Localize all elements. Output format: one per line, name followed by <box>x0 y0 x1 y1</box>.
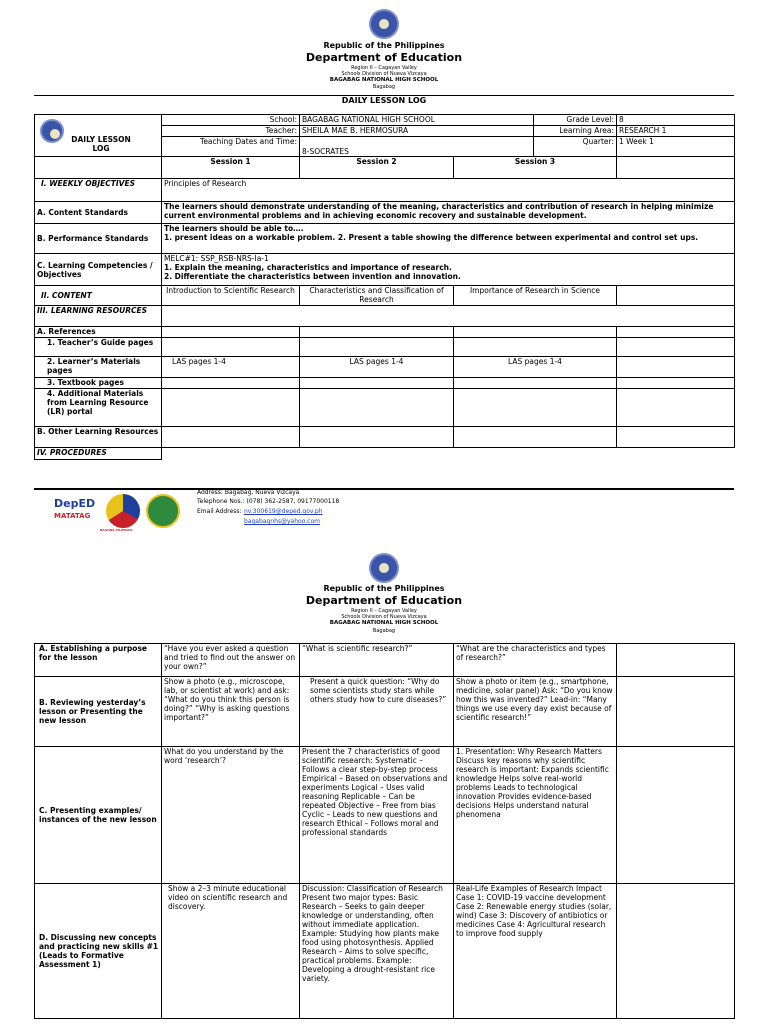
session-1-header: Session 1 <box>162 157 300 179</box>
procedures-label: IV. PROCEDURES <box>35 448 162 460</box>
competencies-objective-1: 1. Explain the meaning, characteristics and importance of research. <box>164 263 452 272</box>
performance-line-2: 1. present ideas on a workable problem. 2. Present a table showing the difference between experimental and control set ups. <box>164 233 699 242</box>
region-line-2: Region II – Cagayan Valley <box>351 608 417 614</box>
other-resources-label: B. Other Learning Resources <box>35 427 162 448</box>
reviewing-session-1: Show a photo (e.g., microscope, lab, or scientist at work) and ask: “What do you think this person is doing?” “Why is asking questions important?” <box>162 677 300 747</box>
content-label: II. CONTENT <box>35 286 162 306</box>
textbook-label: 3. Textbook pages <box>35 378 162 389</box>
deped-seal-icon <box>40 119 64 143</box>
content-standards-label: A. Content Standards <box>35 202 162 224</box>
content-standards-value: The learners should demonstrate understanding of the meaning, characteristics and contribution of research in helping minimize current environmental problems and in achieving economic recovery and sustainable development. <box>162 202 735 224</box>
deped-seal-icon <box>369 9 399 39</box>
additional-materials-label: 4. Additional Materials from Learning Resource (LR) portal <box>35 389 162 427</box>
competencies-code: MELC#1: SSP_RSB-NRS-Ia-1 <box>164 254 269 263</box>
competencies-value <box>162 254 735 286</box>
quarter-label: Quarter: <box>534 137 617 157</box>
department-header-2: Department of Education <box>305 594 463 607</box>
purpose-session-1: “Have you ever asked a question and tried to find out the answer on your own?” <box>162 644 300 677</box>
session-2-header: Session 2 <box>300 157 454 179</box>
reviewing-session-2: Present a quick question: “Why do some scientists study stars while others study how to cure diseases?” <box>300 677 454 747</box>
town-line: Bagabag <box>372 84 396 90</box>
reviewing-session-3: Show a photo or item (e.g., smartphone, medicine, solar panel) Ask: “Do you know how this was invented?” Lead-in: “Many things we use every day exist because of scientific research!” <box>454 677 617 747</box>
deped-seal-icon <box>369 553 399 583</box>
purpose-session-3: “What are the characteristics and types of research?” <box>454 644 617 677</box>
town-line-2: Bagabag <box>372 628 396 634</box>
deped-logo: DepED <box>54 497 96 510</box>
content-session-3: Importance of Research in Science <box>454 286 617 306</box>
presenting-session-2: Present the 7 characteristics of good scientific research: Systematic – Follows a clear step-by-step process Empirical – Based on observations and experiments Logical – Uses valid reasoning Replicable – Can be repeated Objective – Free from bias Cyclic – Leads to new questions and research Ethical – Follows moral and professional standards <box>300 747 454 884</box>
discussing-session-1: Show a 2–3 minute educational video on scientific research and discovery. <box>162 884 300 1019</box>
performance-line-1: The learners should be able to…. <box>164 224 304 233</box>
daily-lesson-log-label: DAILY LESSON LOG <box>71 135 131 153</box>
teacher-value: SHEILA MAE B. HERMOSURA <box>300 126 534 137</box>
references-label: A. References <box>35 327 162 338</box>
school-label: School: <box>162 115 300 126</box>
competencies-objective-2: 2. Differentiate the characteristics between invention and innovation. <box>164 272 461 281</box>
presenting-session-3: 1. Presentation: Why Research Matters Discuss key reasons why scientific research is important: Expands scientific knowledge Helps solve real-world problems Leads to technological innovation Provides evidence-based decisions Helps understand natural phenomena <box>454 747 617 884</box>
grade-value: 8 <box>617 115 735 126</box>
logo-cell <box>35 115 162 157</box>
quarter-value: 1 Week 1 <box>617 137 735 157</box>
footer-address: Address: Bagabag, Nueva Vizcaya <box>197 489 300 496</box>
division-line: Schools Division of Nueva Vizcaya <box>341 71 427 77</box>
performance-standards-label: B. Performance Standards <box>35 224 162 254</box>
purpose-session-2: “What is scientific research?” <box>300 644 454 677</box>
division-line-2: Schools Division of Nueva Vizcaya <box>341 614 427 620</box>
performance-standards-value <box>162 224 735 254</box>
teachers-guide-label: 1. Teacher’s Guide pages <box>35 338 162 357</box>
weekly-objectives-value: Principles of Research <box>162 179 735 202</box>
dates-value: 8-SOCRATES <box>300 137 534 157</box>
school-line: BAGABAG NATIONAL HIGH SCHOOL <box>329 77 439 83</box>
learners-materials-label: 2. Learner’s Materials pages <box>35 357 162 378</box>
learning-resources-label: III. LEARNING RESOURCES <box>35 306 162 327</box>
footer-email-label: Email Address: <box>197 508 242 515</box>
materials-session-1: LAS pages 1-4 <box>162 357 300 378</box>
area-value: RESEARCH 1 <box>617 126 735 137</box>
region-line: Region II – Cagayan Valley <box>351 65 417 71</box>
competencies-label: C. Learning Competencies / Objectives <box>35 254 162 286</box>
materials-session-3: LAS pages 1-4 <box>454 357 617 378</box>
department-header: Department of Education <box>305 51 463 64</box>
materials-session-2: LAS pages 1-4 <box>300 357 454 378</box>
footer-telephone: Telephone Nos.: (078) 362-2587, 09177000118 <box>197 498 340 505</box>
footer-email-1[interactable]: nv.300619@deped.gov.ph <box>244 508 323 515</box>
footer-email-2[interactable]: bagabagnhs@yahoo.com <box>244 518 320 525</box>
reviewing-label: B. Reviewing yesterday’s lesson or Presenting the new lesson <box>35 677 162 747</box>
presenting-session-1: What do you understand by the word ‘research’? <box>162 747 300 884</box>
bagong-pilipinas-icon <box>106 494 140 528</box>
discussing-session-2: Discussion: Classification of Research Present two major types: Basic Research – Seeks to gain deeper knowledge or understanding, often without immediate application. Example: Studying how plants make food using photosynthesis. Applied Research – Aims to solve specific, practical problems. Example: Developing a drought-resistant rice variety. <box>300 884 454 1019</box>
school-value: BAGABAG NATIONAL HIGH SCHOOL <box>300 115 534 126</box>
discussing-label: D. Discussing new concepts and practicing new skills #1 (Leads to Formative Assessment 1) <box>35 884 162 1019</box>
discussing-session-3: Real-Life Examples of Research Impact Case 1: COVID-19 vaccine development Case 2: Renewable energy studies (solar, wind) Case 3: Discovery of antibiotics or medicines Case 4: Agricultural research to improve food supply <box>454 884 617 1019</box>
footer-divider <box>34 488 734 490</box>
school-line-2: BAGABAG NATIONAL HIGH SCHOOL <box>329 620 439 626</box>
area-label: Learning Area: <box>534 126 617 137</box>
content-session-1: Introduction to Scientific Research <box>162 286 300 306</box>
matatag-logo: MATATAG <box>54 512 91 520</box>
procedures-table <box>34 643 735 1019</box>
grade-label: Grade Level: <box>534 115 617 126</box>
page-title: DAILY LESSON LOG <box>341 96 427 105</box>
content-session-2: Characteristics and Classification of Research <box>300 286 454 306</box>
teacher-label: Teacher: <box>162 126 300 137</box>
republic-header: Republic of the Philippines <box>323 41 445 50</box>
bagong-pilipinas-label: BAGONG PILIPINAS <box>100 528 133 532</box>
session-3-header: Session 3 <box>454 157 617 179</box>
purpose-label: A. Establishing a purpose for the lesson <box>35 644 162 677</box>
dates-label: Teaching Dates and Time: <box>162 137 300 157</box>
republic-header-2: Republic of the Philippines <box>323 584 445 593</box>
presenting-label: C. Presenting examples/ instances of the new lesson <box>35 747 162 884</box>
weekly-objectives-label: I. WEEKLY OBJECTIVES <box>35 179 162 202</box>
school-logo-icon <box>146 494 180 528</box>
lesson-log-table <box>34 114 735 460</box>
